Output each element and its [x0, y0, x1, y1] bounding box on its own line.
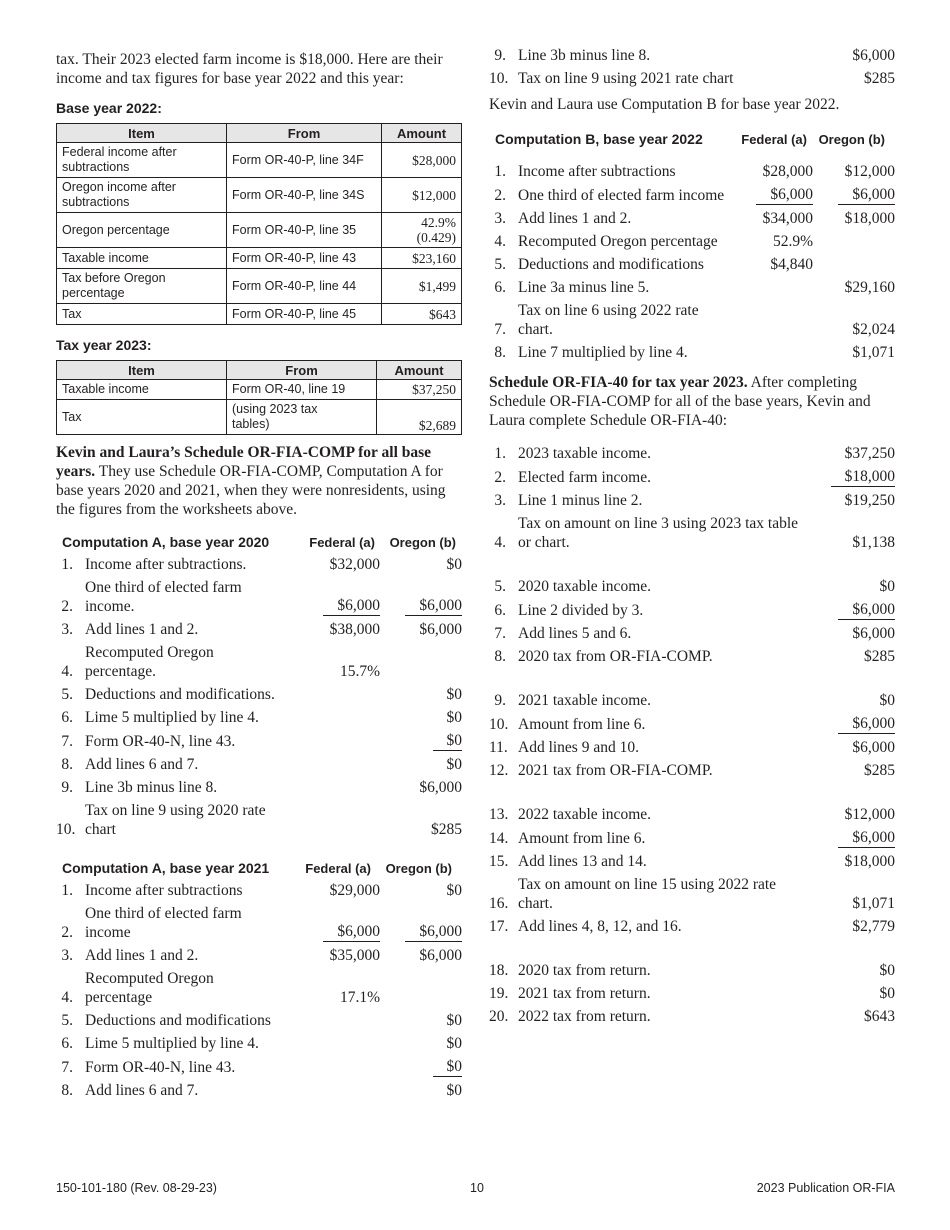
schedule-paragraph [56, 443, 462, 519]
line-description: Add lines 1 and 2. [85, 621, 199, 638]
oregon-value: $1,071 [852, 344, 895, 361]
line-value: $1,071 [852, 895, 895, 912]
column-header: Amount [382, 124, 462, 143]
line-description: Recomputed Oregon percentage [518, 233, 718, 250]
federal-value [287, 596, 380, 616]
fia40-heading: Schedule OR-FIA-40 for tax year 2023. [489, 374, 748, 391]
line-description: Line 2 divided by 3. [518, 602, 644, 619]
line-description: Elected farm income. [518, 469, 651, 486]
line-number: 7. [61, 1059, 73, 1076]
oregon-value-underlined: $6,000 [405, 922, 462, 942]
cell-item: Taxable income [57, 380, 227, 400]
fia40-paragraph [489, 373, 895, 430]
line-description: Line 3a minus line 5. [518, 279, 650, 296]
federal-value-underlined: $6,000 [323, 596, 380, 616]
federal-value: $32,000 [329, 556, 380, 573]
line-value: $0 [879, 692, 895, 709]
oregon-value: $29,160 [844, 279, 895, 296]
schedule-line [489, 489, 895, 512]
oregon-column-header: Oregon (b) [818, 131, 885, 147]
line-number: 7. [494, 625, 506, 642]
line-description: Form OR-40-N, line 43. [85, 733, 236, 750]
computation-line [56, 1079, 462, 1102]
oregon-value: $0 [446, 709, 462, 726]
table-row [57, 304, 462, 325]
line-number: 11. [489, 739, 508, 756]
cell-item: Tax [57, 304, 227, 325]
column-header: Amount [377, 361, 462, 380]
schedule-line [489, 465, 895, 489]
computation-header [56, 531, 462, 553]
cell-from: Form OR-40-P, line 45 [227, 304, 382, 325]
oregon-value: $12,000 [844, 163, 895, 180]
line-number: 7. [494, 321, 506, 338]
line-number: 10. [489, 70, 509, 87]
line-number: 5. [61, 1012, 73, 1029]
line-value: $0 [879, 578, 895, 595]
federal-value: $28,000 [762, 163, 813, 180]
schedule-line [489, 645, 895, 668]
oregon-value [380, 1057, 462, 1077]
cell-item: Federal income after subtractions [57, 143, 227, 178]
line-description: Line 1 minus line 2. [518, 492, 643, 509]
line-number: 16. [489, 895, 509, 912]
computation-line [489, 230, 895, 253]
cell-amount: $23,160 [382, 248, 462, 269]
federal-value-underlined: $6,000 [323, 922, 380, 942]
line-number: 3. [494, 492, 506, 509]
spacer [489, 150, 895, 160]
oregon-value-underlined: $0 [433, 1057, 463, 1077]
federal-value: $38,000 [329, 621, 380, 638]
line-number: 8. [61, 756, 73, 773]
table-row [57, 380, 462, 400]
line-number: 1. [494, 445, 506, 462]
table-row [57, 143, 462, 178]
line-number: 4. [494, 534, 506, 551]
computation-line [56, 1055, 462, 1079]
line-description: Tax on line 6 using 2022 rate chart. [518, 302, 699, 338]
schedule-line [489, 622, 895, 645]
line-description: 2021 tax from return. [518, 985, 651, 1002]
cell-amount: $2,689 [377, 400, 462, 435]
schedule-line [489, 873, 895, 915]
schedule-line [489, 512, 895, 554]
federal-value: $4,840 [770, 256, 813, 273]
line-number: 5. [494, 256, 506, 273]
computation-line [489, 160, 895, 183]
line-description: Form OR-40-N, line 43. [85, 1059, 236, 1076]
line-value: $285 [864, 70, 895, 87]
line-description: Recomputed Oregon percentage. [85, 644, 214, 680]
schedule-line [489, 44, 895, 67]
federal-value: 52.9% [772, 233, 813, 250]
schedule-text: They use Schedule OR-FIA-COMP, Computation A for base years 2020 and 2021, when they were nonresidents, using the figures from the worksheets above. [56, 463, 446, 518]
line-description: 2021 taxable income. [518, 692, 651, 709]
computation-a-2020 [56, 531, 462, 841]
line-number: 3. [61, 621, 73, 638]
spacer [489, 938, 895, 959]
computation-title: Computation B, base year 2022 [495, 131, 703, 147]
table-row [57, 248, 462, 269]
cell-item: Tax before Oregon percentage [57, 269, 227, 304]
spacer [489, 668, 895, 689]
line-number: 9. [494, 692, 506, 709]
line-value: $37,250 [844, 445, 895, 462]
table-row [57, 400, 462, 435]
intro-paragraph: tax. Their 2023 elected farm income is $18,000. Here are their income and tax figures for base year 2022 and this year: [56, 51, 443, 87]
line-number: 12. [489, 762, 509, 779]
line-description: One third of elected farm income [85, 905, 242, 941]
line-description: Tax on line 9 using 2020 rate chart [85, 802, 266, 838]
line-description: 2022 taxable income. [518, 806, 651, 823]
oregon-value [380, 731, 462, 751]
federal-value: $29,000 [329, 882, 380, 899]
line-value [838, 600, 895, 620]
line-number: 6. [61, 709, 73, 726]
cell-amount: $1,499 [382, 269, 462, 304]
schedule-line [489, 850, 895, 873]
line-number: 7. [61, 733, 73, 750]
computation-line [56, 776, 462, 799]
left-column [56, 50, 462, 1102]
line-number: 8. [494, 648, 506, 665]
line-number: 1. [61, 882, 73, 899]
line-number: 10. [56, 821, 76, 838]
oregon-value-underlined: $6,000 [405, 596, 462, 616]
spacer [489, 782, 895, 803]
schedule-line [489, 598, 895, 622]
table-header-row [57, 124, 462, 143]
cell-from: Form OR-40-P, line 44 [227, 269, 382, 304]
oregon-value: $0 [446, 882, 462, 899]
computation-line [56, 576, 462, 618]
line-value [831, 467, 895, 487]
line-number: 2. [61, 924, 73, 941]
line-description: 2020 taxable income. [518, 578, 651, 595]
line-description: 2021 tax from OR-FIA-COMP. [518, 762, 713, 779]
line-number: 9. [61, 779, 73, 796]
schedule-line [489, 712, 895, 736]
schedule-line [489, 915, 895, 938]
line-value-underlined: $6,000 [838, 600, 895, 620]
line-description: One third of elected farm income. [85, 579, 242, 615]
federal-value [733, 185, 813, 205]
schedule-line [489, 1005, 895, 1028]
line-description: Line 3b minus line 8. [85, 779, 218, 796]
line-description: Income after subtractions [518, 163, 676, 180]
oregon-value [380, 922, 462, 942]
computation-line [56, 553, 462, 576]
tax-year-table [56, 360, 462, 435]
cell-amount: $37,250 [377, 380, 462, 400]
column-header: Item [57, 124, 227, 143]
line-description: Add lines 4, 8, 12, and 16. [518, 918, 682, 935]
cell-from: (using 2023 tax tables) [227, 400, 377, 435]
computation-line [56, 944, 462, 967]
computation-line [56, 753, 462, 776]
line-number: 6. [61, 1035, 73, 1052]
cell-from: Form OR-40-P, line 43 [227, 248, 382, 269]
line-value: $18,000 [844, 853, 895, 870]
line-value: $285 [864, 762, 895, 779]
schedule-line [489, 67, 895, 90]
line-value: $1,138 [852, 534, 895, 551]
line-value: $0 [879, 962, 895, 979]
base-year-table [56, 123, 462, 325]
schedule-line [489, 442, 895, 465]
form-number: 150-101-180 (Rev. 08-29-23) [56, 1181, 217, 1195]
line-value: $285 [864, 648, 895, 665]
schedule-line [489, 959, 895, 982]
line-description: Amount from line 6. [518, 716, 646, 733]
federal-value: 15.7% [339, 663, 380, 680]
line-description: 2020 tax from OR-FIA-COMP. [518, 648, 713, 665]
line-description: One third of elected farm income [518, 187, 725, 204]
federal-value [287, 922, 380, 942]
fia40-lines [489, 442, 895, 1028]
column-header: From [227, 124, 382, 143]
publication-title: 2023 Publication OR-FIA [756, 1181, 895, 1195]
cell-from: Form OR-40, line 19 [227, 380, 377, 400]
computation-line [56, 618, 462, 641]
line-description: Deductions and modifications. [85, 686, 275, 703]
schedule-heading: Kevin and Laura’s Schedule OR-FIA-COMP for all base years. [56, 444, 432, 480]
line-value-underlined: $6,000 [838, 828, 895, 848]
oregon-value: $0 [446, 756, 462, 773]
fia40-text: After completing Schedule OR-FIA-COMP for all of the base years, Kevin and Laura complete Schedule OR-FIA-40: [489, 374, 871, 429]
computation-line [489, 276, 895, 299]
cell-amount: $12,000 [382, 178, 462, 213]
line-number: 13. [489, 806, 509, 823]
line-description: Line 3b minus line 8. [518, 47, 651, 64]
line-value [838, 714, 895, 734]
spacer [489, 554, 895, 575]
line-number: 6. [494, 602, 506, 619]
federal-column-header: Federal (a) [309, 534, 375, 550]
oregon-value-underlined: $6,000 [838, 185, 895, 205]
line-number: 1. [61, 556, 73, 573]
line-description: Deductions and modifications [518, 256, 704, 273]
line-description: Line 7 multiplied by line 4. [518, 344, 688, 361]
oregon-value-underlined: $0 [433, 731, 463, 751]
line-description: Tax on amount on line 3 using 2023 tax table or chart. [518, 515, 799, 551]
computation-line [489, 183, 895, 207]
schedule-line [489, 826, 895, 850]
oregon-value: $6,000 [419, 779, 462, 796]
line-value: $6,000 [852, 625, 895, 642]
computation-line [56, 1009, 462, 1032]
computation-b-intro: Kevin and Laura use Computation B for base year 2022. [489, 96, 840, 113]
cell-from: Form OR-40-P, line 35 [227, 213, 382, 248]
computation-line [56, 683, 462, 706]
schedule-line [489, 736, 895, 759]
line-number: 9. [494, 47, 506, 64]
column-header: Item [57, 361, 227, 380]
schedule-line [489, 803, 895, 826]
line-description: Tax on amount on line 15 using 2022 rate chart. [518, 876, 777, 912]
federal-column-header: Federal (a) [741, 131, 807, 147]
computation-line [56, 706, 462, 729]
computation-line [56, 799, 462, 841]
line-description: Add lines 6 and 7. [85, 756, 199, 773]
computation-a-2021-continued [489, 44, 895, 90]
base-year-heading: Base year 2022: [56, 100, 162, 116]
line-number: 8. [61, 1082, 73, 1099]
computation-header [489, 128, 895, 150]
line-value: $6,000 [852, 739, 895, 756]
line-number: 5. [61, 686, 73, 703]
cell-from: Form OR-40-P, line 34F [227, 143, 382, 178]
oregon-value [380, 596, 462, 616]
line-value: $12,000 [844, 806, 895, 823]
right-column [489, 47, 895, 1028]
oregon-value: $2,024 [852, 321, 895, 338]
page-footer [56, 1181, 895, 1197]
computation-line [489, 207, 895, 230]
federal-value: 17.1% [339, 989, 380, 1006]
cell-item: Tax [57, 400, 227, 435]
oregon-value: $18,000 [844, 210, 895, 227]
computation-line [489, 253, 895, 276]
schedule-line [489, 759, 895, 782]
table-row [57, 269, 462, 304]
column-header: From [227, 361, 377, 380]
line-number: 2. [494, 187, 506, 204]
line-number: 4. [61, 989, 73, 1006]
cell-item: Taxable income [57, 248, 227, 269]
cell-amount: $28,000 [382, 143, 462, 178]
line-number: 5. [494, 578, 506, 595]
line-number: 3. [494, 210, 506, 227]
federal-column-header: Federal (a) [305, 860, 371, 876]
line-number: 19. [489, 985, 509, 1002]
cell-item: Oregon income after subtractions [57, 178, 227, 213]
line-description: Lime 5 multiplied by line 4. [85, 1035, 259, 1052]
schedule-line [489, 689, 895, 712]
line-description: Add lines 9 and 10. [518, 739, 639, 756]
computation-line [56, 879, 462, 902]
line-value: $643 [864, 1008, 895, 1025]
line-number: 3. [61, 947, 73, 964]
computation-line [56, 1032, 462, 1055]
line-description: Lime 5 multiplied by line 4. [85, 709, 259, 726]
computation-title: Computation A, base year 2020 [62, 534, 270, 550]
cell-amount: $643 [382, 304, 462, 325]
schedule-line [489, 982, 895, 1005]
line-description: Add lines 1 and 2. [518, 210, 632, 227]
computation-header [56, 857, 462, 879]
tax-year-heading: Tax year 2023: [56, 337, 152, 353]
line-number: 18. [489, 962, 509, 979]
line-value: $19,250 [844, 492, 895, 509]
cell-item: Oregon percentage [57, 213, 227, 248]
line-description: Tax on line 9 using 2021 rate chart [518, 70, 734, 87]
line-description: Income after subtractions. [85, 556, 247, 573]
line-value: $6,000 [852, 47, 895, 64]
oregon-value: $0 [446, 556, 462, 573]
line-number: 15. [489, 853, 509, 870]
oregon-value: $0 [446, 1012, 462, 1029]
line-number: 20. [489, 1008, 509, 1025]
line-description: Add lines 5 and 6. [518, 625, 632, 642]
line-description: Amount from line 6. [518, 830, 646, 847]
oregon-value: $285 [431, 821, 462, 838]
line-number: 4. [494, 233, 506, 250]
oregon-value: $6,000 [419, 621, 462, 638]
computation-title: Computation A, base year 2021 [62, 860, 270, 876]
table-row [57, 178, 462, 213]
line-number: 6. [494, 279, 506, 296]
oregon-value: $0 [446, 1035, 462, 1052]
line-description: Add lines 1 and 2. [85, 947, 199, 964]
oregon-value [813, 185, 895, 205]
schedule-line [489, 575, 895, 598]
page-number: 10 [470, 1181, 484, 1195]
computation-line [489, 341, 895, 364]
line-number: 2. [61, 598, 73, 615]
line-description: 2023 taxable income. [518, 445, 651, 462]
computation-b-2022 [489, 128, 895, 364]
line-number: 14. [489, 830, 509, 847]
federal-value-underlined: $6,000 [756, 185, 813, 205]
computation-line [56, 641, 462, 683]
line-value-underlined: $6,000 [838, 714, 895, 734]
federal-value: $34,000 [762, 210, 813, 227]
line-value-underlined: $18,000 [831, 467, 895, 487]
oregon-value: $6,000 [419, 947, 462, 964]
line-value: $0 [879, 985, 895, 1002]
computation-line [56, 967, 462, 1009]
line-value [838, 828, 895, 848]
computation-line [489, 299, 895, 341]
line-number: 17. [489, 918, 509, 935]
line-description: Deductions and modifications [85, 1012, 271, 1029]
cell-amount: 42.9% (0.429) [382, 213, 462, 248]
line-description: Recomputed Oregon percentage [85, 970, 214, 1006]
computation-a-2021 [56, 857, 462, 1102]
oregon-column-header: Oregon (b) [385, 860, 452, 876]
line-number: 2. [494, 469, 506, 486]
line-description: Add lines 13 and 14. [518, 853, 647, 870]
line-description: Income after subtractions [85, 882, 243, 899]
line-description: 2020 tax from return. [518, 962, 651, 979]
line-value: $2,779 [852, 918, 895, 935]
table-header-row [57, 361, 462, 380]
computation-line [56, 902, 462, 944]
federal-value: $35,000 [329, 947, 380, 964]
line-description: 2022 tax from return. [518, 1008, 651, 1025]
oregon-value: $0 [446, 1082, 462, 1099]
line-description: Add lines 6 and 7. [85, 1082, 199, 1099]
line-number: 8. [494, 344, 506, 361]
computation-line [56, 729, 462, 753]
oregon-column-header: Oregon (b) [389, 534, 456, 550]
line-number: 10. [489, 716, 509, 733]
line-number: 4. [61, 663, 73, 680]
line-number: 1. [494, 163, 506, 180]
cell-from: Form OR-40-P, line 34S [227, 178, 382, 213]
table-row [57, 213, 462, 248]
oregon-value: $0 [446, 686, 462, 703]
